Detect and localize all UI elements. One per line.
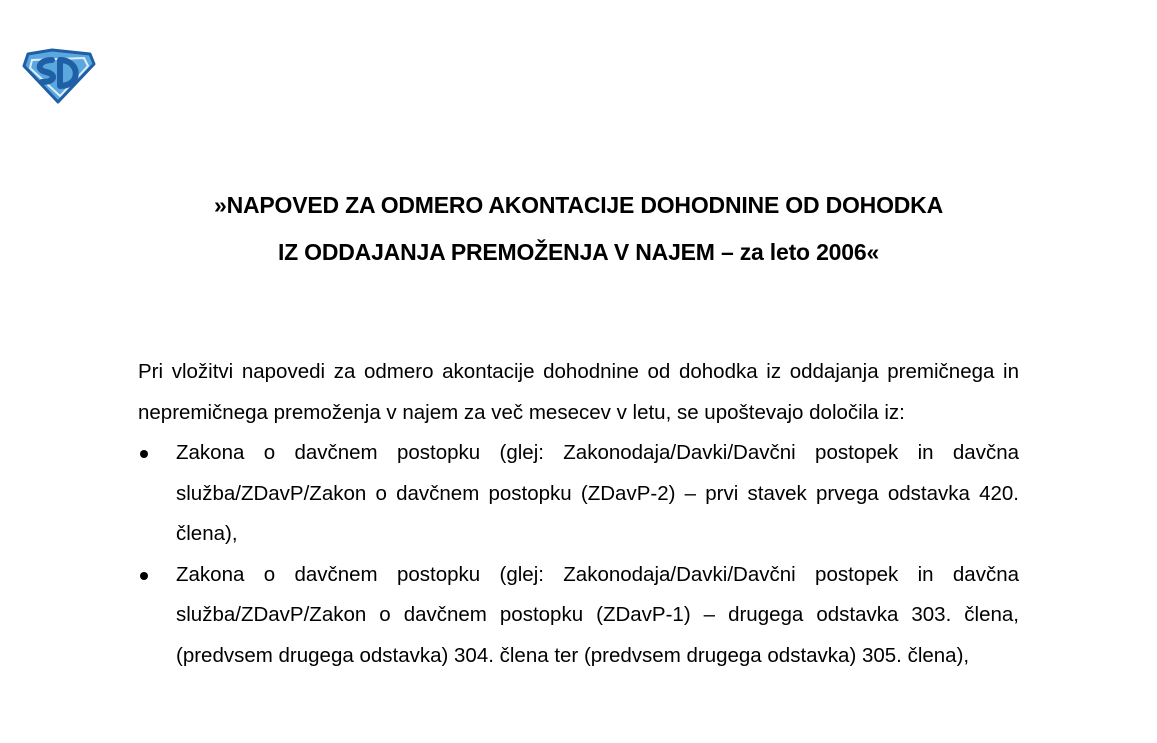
logo-graphic [22, 48, 96, 104]
title-line-1: »NAPOVED ZA ODMERO AKONTACIJE DOHODNINE OD DOHODKA [213, 192, 944, 218]
intro-paragraph: Pri vložitvi napovedi za odmero akontacije dohodnine od dohodka iz oddajanja premičnega in nepremičnega premoženja v najem za več mesecev v letu, se upoštevajo določila iz: [138, 360, 1019, 424]
document-body [138, 352, 1019, 676]
list-item [138, 433, 1019, 555]
logo-icon [22, 48, 96, 104]
document-title [0, 182, 1157, 276]
title-line-2: IZ ODDAJANJA PREMOŽENJA V NAJEM – za leto 2006« [277, 239, 880, 265]
bullet-icon [140, 572, 148, 580]
bullet-icon [140, 450, 148, 458]
bullet-list [138, 433, 1019, 676]
list-item [138, 555, 1019, 677]
list-item-text: Zakona o davčnem postopku (glej: Zakonodaja/Davki/Davčni postopek in davčna služba/ZDavP/Zakon o davčnem postopku (ZDavP-2) – prvi stavek prvega odstavka 420. člena), [176, 441, 1019, 545]
list-item-text: Zakona o davčnem postopku (glej: Zakonodaja/Davki/Davčni postopek in davčna služba/ZDavP/Zakon o davčnem postopku (ZDavP-1) – drugega odstavka 303. člena, (predvsem drugega odstavka) 304. člena ter (predvsem drugega odstavka) 305. člena), [176, 562, 1019, 667]
